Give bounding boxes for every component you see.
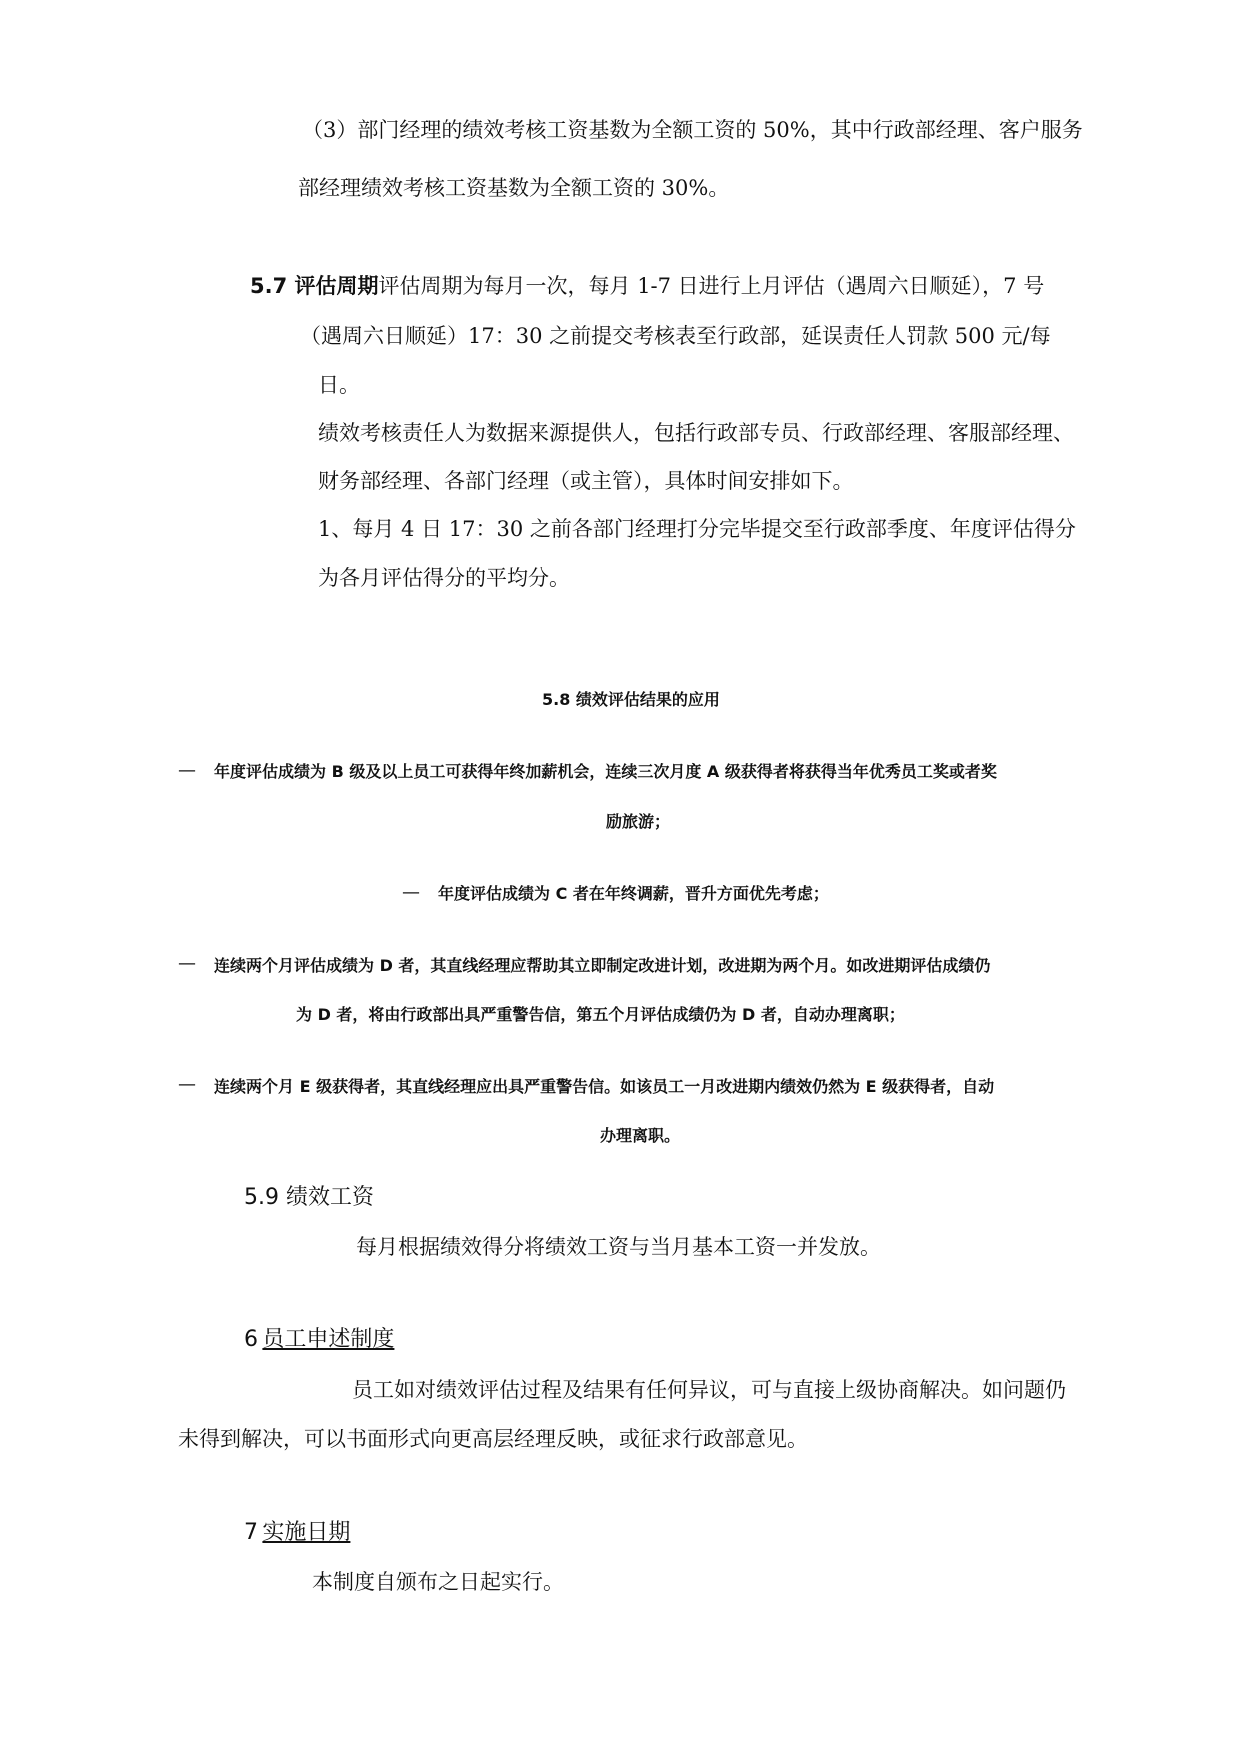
bullet-2-dash: — xyxy=(402,882,420,903)
item-3-line-2: 部经理绩效考核工资基数为全额工资的 30%。 xyxy=(298,176,730,200)
bullet-4-dash: — xyxy=(178,1074,196,1095)
section-5-7-line-3: 日。 xyxy=(318,373,360,397)
bullet-3-line-2: 为 D 者，将由行政部出具严重警告信，第五个月评估成绩仍为 D 者，自动办理离职； xyxy=(296,1005,905,1024)
bullet-1-line-1: 年度评估成绩为 B 级及以上员工可获得年终加薪机会，连续三次月度 A 级获得者将获得当年优秀员工奖或者奖 xyxy=(214,762,997,781)
section-7-number: 7 xyxy=(244,1520,258,1545)
section-6-title: 员工申述制度 xyxy=(262,1327,395,1352)
section-5-7-line-4: 绩效考核责任人为数据来源提供人，包括行政部专员、行政部经理、客服部经理、 xyxy=(318,421,1074,445)
section-7-title: 实施日期 xyxy=(262,1520,351,1545)
section-6-line-2: 未得到解决，可以书面形式向更高层经理反映，或征求行政部意见。 xyxy=(178,1427,808,1451)
bullet-3-dash: — xyxy=(178,953,196,974)
bullet-2-line-1: 年度评估成绩为 C 者在年终调薪，晋升方面优先考虑； xyxy=(438,884,829,903)
bullet-4-line-2: 办理离职。 xyxy=(600,1126,681,1145)
bullet-3-line-1: 连续两个月评估成绩为 D 者，其直线经理应帮助其立即制定改进计划，改进期为两个月。如改进期评估成绩仍 xyxy=(214,956,991,975)
section-5-9-heading: 5.9 绩效工资 xyxy=(244,1185,374,1210)
section-6-number: 6 xyxy=(244,1327,258,1352)
section-7-heading xyxy=(244,1519,350,1547)
section-5-7-line-1-text: 评估周期为每月一次，每月 1-7 日进行上月评估（遇周六日顺延），7 号 xyxy=(378,274,1045,298)
section-5-7-heading: 5.7 评估周期 xyxy=(250,274,379,298)
section-5-7-line-1 xyxy=(250,272,1044,300)
bullet-4-line-1: 连续两个月 E 级获得者，其直线经理应出具严重警告信。如该员工一月改进期内绩效仍然为 E 级获得者，自动 xyxy=(214,1077,995,1096)
section-5-8-heading: 5.8 绩效评估结果的应用 xyxy=(542,690,720,709)
section-5-7-line-5: 财务部经理、各部门经理（或主管），具体时间安排如下。 xyxy=(318,469,854,493)
section-5-9-body: 每月根据绩效得分将绩效工资与当月基本工资一并发放。 xyxy=(356,1235,881,1259)
section-5-7-line-6: 1、每月 4 日 17：30 之前各部门经理打分完毕提交至行政部季度、年度评估得分 xyxy=(318,517,1076,541)
section-5-7-line-7: 为各月评估得分的平均分。 xyxy=(318,566,570,590)
section-6-heading xyxy=(244,1326,394,1354)
item-3-line-1: （3）部门经理的绩效考核工资基数为全额工资的 50%，其中行政部经理、客户服务 xyxy=(302,118,1083,142)
section-6-line-1: 员工如对绩效评估过程及结果有任何异议，可与直接上级协商解决。如问题仍 xyxy=(352,1378,1066,1402)
section-7-body: 本制度自颁布之日起实行。 xyxy=(312,1570,564,1594)
bullet-1-dash: — xyxy=(178,760,196,781)
bullet-1-line-2: 励旅游； xyxy=(606,812,671,831)
section-5-7-line-2: （遇周六日顺延）17：30 之前提交考核表至行政部，延误责任人罚款 500 元/每 xyxy=(300,324,1051,348)
